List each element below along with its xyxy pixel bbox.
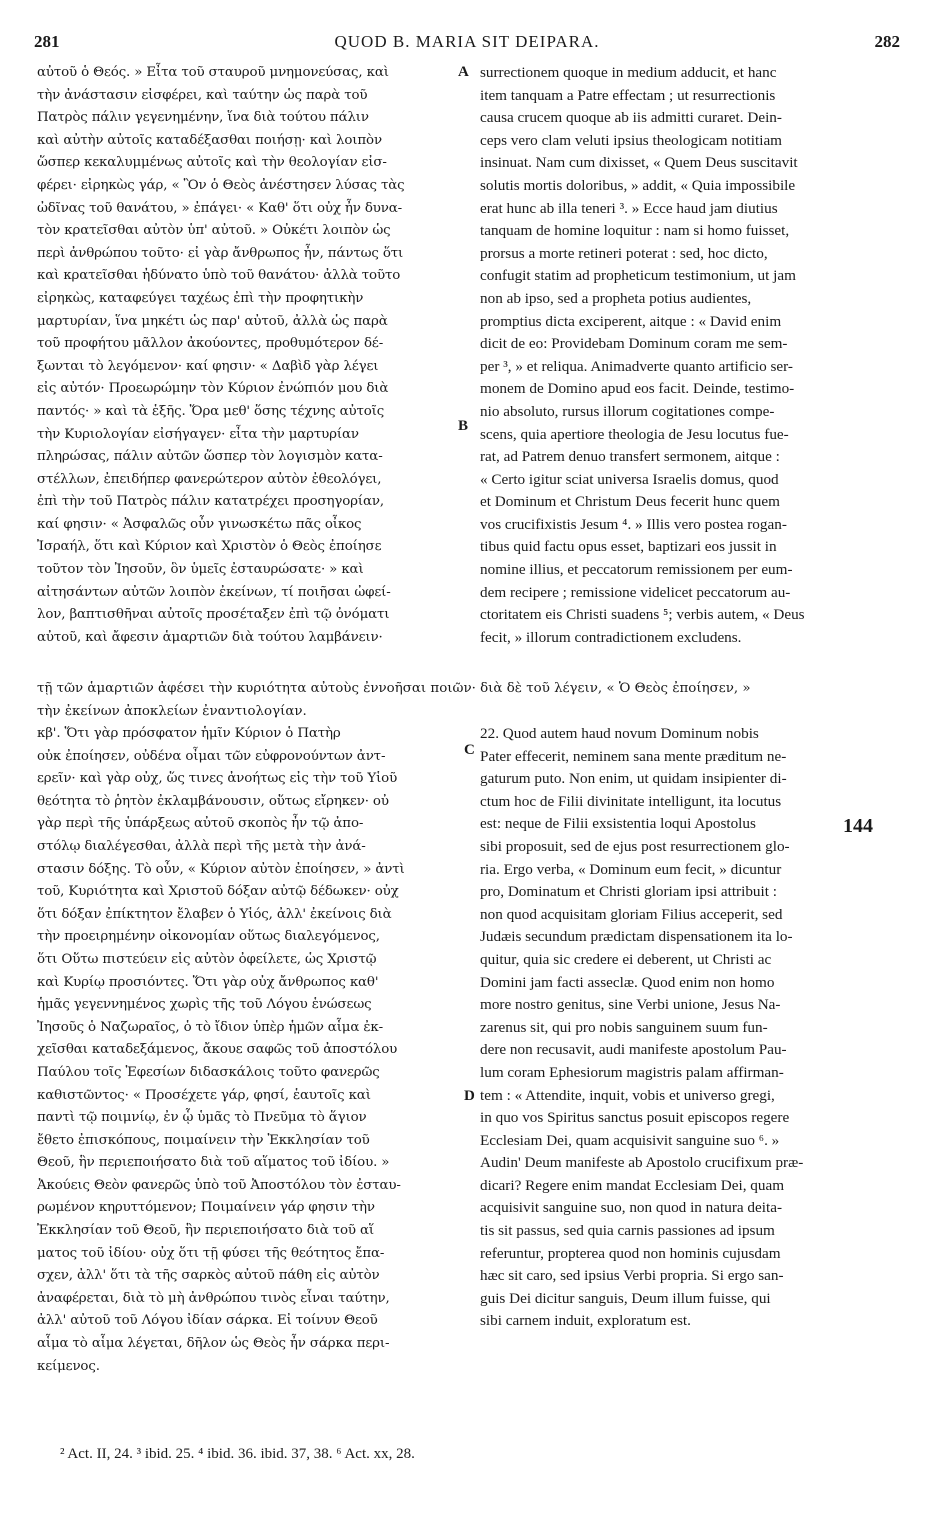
latin-text-line: quitur, quia sic credere ei deberent, ut Christi ac [480, 950, 772, 968]
greek-text-line: αἰτησάντων αὐτῶν λοιπὸν ἐκείνων, τί ποιῆσαι ὠφεί- [37, 584, 391, 600]
latin-text-line: dicit de eo: Providebam Dominum coram me sem- [480, 335, 788, 353]
latin-text-line: rat, ad Patrem denuo transfert sermonem, aitque : [480, 448, 780, 466]
latin-text-line: Domini jam facti asseclæ. Quod enim non homo [480, 973, 775, 991]
greek-text-line: στασιν δόξης. Τὸ οὖν, « Κύριον αὐτὸν ἐποίησεν, » ἀντὶ [37, 861, 405, 877]
latin-text-line: « Certo igitur sciat universa Israelis domus, quod [480, 470, 779, 488]
latin-text-line: lum coram Ephesiorum magistris palam affirman- [480, 1063, 784, 1081]
latin-column-top [480, 62, 892, 649]
latin-text-line: vos crucifixistis Jesum ⁴. » Illis vero postea rogan- [480, 515, 787, 533]
latin-text-line: non ab ipso, sed a propheta potius audientes, [480, 289, 752, 307]
greek-text-line: ἀναφέρεται, διὰ τὸ μὴ ἀνθρώπου τινὸς εἶναι ταύτην, [37, 1290, 390, 1306]
greek-text-line: τοῦτον τὸν Ἰησοῦν, ὃν ὑμεῖς ἐσταυρώσατε· » καὶ [37, 562, 364, 578]
latin-text-line: 22. Quod autem haud novum Dominum nobis [480, 725, 759, 742]
greek-text-line: καὶ Κυρίῳ προσιόντες. Ὅτι γὰρ οὐχ ἄνθρωπος καθ' [37, 974, 379, 990]
latin-text-line: monem de Domino apud eos facit. Deinde, testimo- [480, 380, 795, 398]
latin-text-line: more nostro genitus, sine Verbi unione, Jesus Na- [480, 996, 781, 1014]
latin-text-line: gaturum puto. Non enim, ut quidam insipienter di- [480, 770, 787, 788]
latin-text-line: ctoritatem eis Christi suadens ⁵; verbis autem, « Deus [480, 606, 805, 624]
latin-text-line: insinuat. Nam cum dixisset, « Quem Deus suscitavit [480, 154, 798, 172]
latin-text-line: est: neque de Filii exsistentia loqui Apostolus [480, 815, 756, 833]
greek-text-line: εἰρηκὼς, καταφεύγει ταχέως ἐπὶ τὴν προφητικὴν [37, 290, 364, 306]
latin-text-line: Ecclesiam Dei, quam acquisivit sanguine suo ⁶. » [480, 1131, 780, 1149]
greek-column-top [37, 62, 459, 649]
greek-text-line: ὅτι Οὕτω πιστεύειν εἰς αὐτὸν ὀφείλετε, ὡς Χριστῷ [37, 951, 377, 967]
greek-text-line: τῇ τῶν ἁμαρτιῶν ἀφέσει τὴν κυριότητα αὐτοὺς ἐννοῆσαι ποιῶν· διὰ δὲ τοῦ λέγειν, « Ὁ Θεὸς ἐποίησεν, » [37, 681, 751, 696]
greek-text-line: μαρτυρίαν, ἵνα μηκέτι ὡς παρ' αὐτοῦ, ἀλλὰ ὡς παρὰ [37, 313, 388, 329]
latin-text-line: scens, quia apertiore theologia de Jesu locutus fue- [480, 425, 789, 443]
latin-text-line: sibi carnem induit, exploratum est. [480, 1312, 691, 1330]
greek-text-line: ματος τοῦ ἰδίου· οὐχ ὅτι τῇ φύσει τῆς θεότητος ἔπα- [37, 1245, 385, 1261]
latin-text-line: ceps vero clam veluti ipsius theologicam notitiam [480, 131, 782, 149]
latin-column-bottom [480, 723, 892, 1333]
greek-text-line: Ἐκκλησίαν τοῦ Θεοῦ, ἣν περιεποιήσατο διὰ τοῦ αἵ [37, 1223, 374, 1239]
greek-text-line: ἔθετο ἐπισκόπους, ποιμαίνειν τὴν Ἐκκλησίαν τοῦ [37, 1132, 370, 1148]
greek-text-line: τὴν Κυριολογίαν εἰσήγαγεν· εἶτα τὴν μαρτυρίαν [37, 426, 359, 442]
greek-text-line: παντός· » καὶ τὰ ἑξῆς. Ὅρα μεθ' ὅσης τέχνης αὐτοῖς [37, 403, 385, 419]
latin-text-line: guis Dei dicitur sanguis, Deum illum fuisse, qui [480, 1289, 771, 1307]
latin-text-line: dere non recusavit, audi manifeste apostolum Pau- [480, 1041, 787, 1059]
greek-text-line: τὴν προειρημένην οἰκονομίαν οὕτως διαλεγόμενος, [37, 929, 380, 945]
greek-text-line: χεῖσθαι καταδεξάμενος, ἄκουε σαφῶς τοῦ ἀποστόλου [37, 1042, 398, 1058]
greek-text-line: Πατρὸς πάλιν γεγενημένην, ἵνα διὰ τούτου πάλιν [37, 110, 369, 126]
greek-text-line: καθιστῶντος· « Προσέχετε γάρ, φησί, ἑαυτοῖς καὶ [37, 1087, 371, 1103]
greek-text-line: κβ'. Ὅτι γὰρ πρόσφατον ἡμῖν Κύριον ὁ Πατὴρ [37, 726, 341, 741]
greek-text-line: ἡμᾶς γεγεννημένος χωρὶς τῆς τοῦ Λόγου ἑνώσεως [37, 997, 372, 1013]
greek-text-line: καὶ αὐτὴν αὐτοῖς καταδέξασθαι ποιήσῃ· καὶ λοιπὸν [37, 132, 382, 148]
greek-text-line: περὶ ἀνθρώπου τοῦτο· εἰ γὰρ ἄνθρωπος ἦν, πάντως ὅτι [37, 245, 404, 261]
right-page-number: 282 [874, 32, 900, 51]
greek-text-line: ἐπὶ τὴν τοῦ Πατρὸς πάλιν κατατρέχει προσηγορίαν, [37, 494, 384, 510]
running-header [34, 32, 900, 58]
latin-text-line: sibi proposuit, sed de ejus post resurrectionem glo- [480, 837, 790, 855]
greek-column-bottom [37, 723, 459, 1378]
greek-text-line: τὴν ἀνάστασιν εἰσφέρει, καὶ ταύτην ὡς παρὰ τοῦ [37, 87, 368, 103]
full-width-lines [37, 678, 907, 723]
greek-text-line: εἰς αὐτόν· Προεωρώμην τὸν Κύριον ἐνώπιόν μου διὰ [37, 381, 389, 397]
latin-text-line: zarenus sit, qui pro nobis sanguinem suum fun- [480, 1018, 768, 1036]
greek-text-line: σχεν, ἀλλ' ὅτι τὰ τῆς σαρκὸς αὐτοῦ πάθη εἰς αὐτὸν [37, 1268, 380, 1284]
greek-text-line: τοῦ προφήτου μᾶλλον ἀκούοντες, προθυμότερον δέ- [37, 336, 384, 352]
latin-text-line: in quo vos Spiritus sanctus posuit episcopos regere [480, 1109, 790, 1127]
latin-text-line: causa crucem quoque ab iis admitti curaret. Dein- [480, 109, 782, 127]
latin-text-line: tanquam de homine loquitur : nam si homo fuisset, [480, 222, 790, 240]
latin-text-line: dem recipere ; remissione videlicet peccatorum au- [480, 583, 791, 601]
latin-text-line: Judæis secundum prædictam dispensationem ita lo- [480, 928, 793, 946]
greek-text-line: ξωνται τὸ λεγόμενον· καί φησιν· « Δαβὶδ γὰρ λέγει [37, 358, 379, 374]
latin-text-line: nomine illius, et peccatorum remissionem per eum- [480, 561, 793, 579]
latin-text-line: tem : « Attendite, inquit, vobis et universo gregi, [480, 1086, 775, 1104]
latin-text-line: referuntur, propterea quod non hominis cujusdam [480, 1244, 781, 1262]
greek-text-line: καὶ κρατεῖσθαι ἠδύνατο ὑπὸ τοῦ θανάτου· ἀλλὰ τοῦτο [37, 268, 401, 284]
section-marker-c: C [464, 742, 475, 758]
greek-text-line: ερεῖν· καὶ γὰρ οὐχ, ὥς τινες ἀνοήτως εἰς τὴν τοῦ Υἱοῦ [37, 771, 398, 787]
greek-text-line: τοῦ, Κυριότητα καὶ Χριστοῦ δόξαν αὐτῷ δέδωκεν· οὐχ [37, 884, 399, 900]
latin-text-line: Pater effecerit, neminem sana mente præditum ne- [480, 747, 787, 765]
latin-text-line: tis sit passus, sed quia carnis passiones ad ipsum [480, 1222, 775, 1240]
greek-text-line: οὐκ ἐποίησεν, οὐδένα οἶμαι τῶν εὐφρονούντων ἀντ- [37, 748, 386, 764]
greek-text-line: καί φησιν· « Ἀσφαλῶς οὖν γινωσκέτω πᾶς οἶκος [37, 516, 362, 532]
greek-text-line: Ἰσραήλ, ὅτι καὶ Κύριον καὶ Χριστὸν ὁ Θεὸς ἐποίησε [37, 539, 382, 555]
latin-text-line: solutis mortis doloribus, » addit, « Quia impossibile [480, 176, 796, 194]
latin-text-line: nio absoluto, rursus illorum cogitationes compe- [480, 402, 775, 420]
greek-text-line: πληρώσας, πάλιν αὐτῶν ὥσπερ τὸν λογισμὸν κατα- [37, 449, 383, 465]
section-marker-b: B [458, 418, 469, 434]
left-page-number: 281 [34, 32, 60, 51]
greek-text-line: ἀλλ' αὐτοῦ τοῦ Λόγου ἰδίαν σάρκα. Εἰ τοίνυν Θεοῦ [37, 1313, 378, 1329]
greek-text-line: ρωμένον κηρυττόμενον; Ποιμαίνειν γάρ φησιν τὴν [37, 1200, 375, 1216]
latin-text-line: Audin' Deum manifeste ab Apostolo crucifixum præ- [480, 1154, 804, 1172]
greek-text-line: κείμενος. [37, 1358, 100, 1374]
latin-text-line: per ³, » et reliqua. Animadverte quanto artificio ser- [480, 357, 793, 375]
greek-text-line: φέρει· εἰρηκὼς γάρ, « Ὃν ὁ Θεὸς ἀνέστησεν λύσας τὰς [37, 177, 405, 193]
latin-text-line: hæc sit caro, sed ipsius Verbi propria. Si ergo san- [480, 1267, 784, 1285]
latin-text-line: acquisivit sanguine suo, non quod in natura deita- [480, 1199, 782, 1217]
greek-text-line: στόλῳ διαλέγεσθαι, ἀλλὰ περὶ τῆς μετὰ τὴν ἀνά- [37, 838, 366, 854]
greek-text-line: γὰρ περὶ τῆς ὑπάρξεως αὐτοῦ σκοπὸς ἦν τῷ ἀπο- [37, 816, 364, 832]
greek-text-line: αὐτοῦ, καὶ ἄφεσιν ἁμαρτιῶν διὰ τούτου λαμβάνειν· [37, 629, 383, 645]
greek-text-line: λον, βαπτισθῆναι αὐτοῖς προσέταξεν ἐπὶ τῷ ὀνόματι [37, 607, 390, 623]
latin-text-line: dicari? Regere enim mandat Ecclesiam Dei, quam [480, 1176, 785, 1194]
latin-text-line: ria. Ergo verba, « Dominum eum fecit, » dicuntur [480, 860, 782, 878]
latin-text-line: tibus quid factu opus esset, baptizari eos jussit in [480, 538, 777, 556]
latin-text-line: surrectionem quoque in medium adducit, et hanc [480, 64, 777, 81]
latin-text-line: non quod acquisitam gloriam Filius acceperit, sed [480, 905, 783, 923]
latin-text-line: item tanquam a Patre effectam ; ut resurrectionis [480, 86, 776, 104]
greek-text-line: αὐτοῦ ὁ Θεός. » Εἶτα τοῦ σταυροῦ μνημονεύσας, καὶ [37, 65, 389, 80]
latin-text-line: erat hunc ab illa teneri ³. » Ecce haud jam diutius [480, 199, 778, 217]
margin-page-number: 144 [843, 815, 873, 837]
greek-text-line: ὥσπερ κεκαλυμμένως αὐτοῖς καὶ τὴν θεολογίαν εἰσ- [37, 155, 387, 171]
latin-text-line: confugit statim ad propheticum testimonium, ut jam [480, 267, 796, 285]
greek-text-line: Ἀκούεις Θεὸν φανερῶς ὑπὸ τοῦ Ἀποστόλου τὸν ἐσταυ- [37, 1177, 401, 1193]
latin-text-line: prorsus a morte retineri poterat : sed, hoc dicto, [480, 244, 768, 262]
section-marker-d: D [464, 1088, 475, 1104]
greek-text-line: Ἰησοῦς ὁ Ναζωραῖος, ὁ τὸ ἴδιον ὑπὲρ ἡμῶν αἷμα ἐκ- [37, 1019, 383, 1035]
greek-text-line: τὴν ἐκείνων ἀποκλείων ἐναντιολογίαν. [37, 703, 307, 719]
greek-text-line: στέλλων, ἐπειδήπερ φανερώτερον αὐτὸν ἐθεολόγει, [37, 471, 382, 487]
greek-text-line: τὸν κρατεῖσθαι αὐτὸν ὑπ' αὐτοῦ. » Οὐκέτι λοιπὸν ὡς [37, 223, 391, 239]
latin-text-line: et Dominum et Christum Deus fecerit hunc quem [480, 493, 780, 511]
section-marker-a: A [458, 64, 469, 80]
latin-text-line: pro, Dominatum et Christi gloriam ipsi attribuit : [480, 883, 777, 901]
footnotes: ² Act. II, 24. ³ ibid. 25. ⁴ ibid. 36. ibid. 37, 38. ⁶ Act. xx, 28. [60, 1446, 415, 1462]
running-title: QUOD B. MARIA SIT DEIPARA. [334, 32, 600, 51]
greek-text-line: αἷμα τὸ αἷμα λέγεται, δῆλον ὡς Θεὸς ἦν σάρκα περι- [37, 1336, 390, 1352]
greek-text-line: Παύλου τοῖς Ἐφεσίων διδασκάλοις τοῦτο φανερῶς [37, 1064, 380, 1080]
greek-text-line: θεότητα τὸ ῥητὸν ἐκλαμβάνουσιν, οὕτως εἴρηκεν· οὐ [37, 793, 389, 809]
latin-text-line: ctum hoc de Filii divinitate intelligunt, ita locutus [480, 792, 782, 810]
greek-text-line: παντὶ τῷ ποιμνίῳ, ἐν ᾧ ὑμᾶς τὸ Πνεῦμα τὸ ἅγιον [37, 1110, 367, 1126]
greek-text-line: ὠδῖνας τοῦ θανάτου, » ἐπάγει· « Καθ' ὅτι οὐχ ἦν δυνα- [37, 200, 403, 216]
latin-text-line: fecit, » illorum contradictionem excludens. [480, 628, 742, 646]
greek-text-line: ὅτι δόξαν ἐπίκτητον ἔλαβεν ὁ Υἱός, ἀλλ' ἐκείνοις διὰ [37, 906, 392, 922]
greek-text-line: Θεοῦ, ἣν περιεποιήσατο διὰ τοῦ αἵματος τοῦ ἰδίου. » [37, 1155, 390, 1171]
latin-text-line: promptius dicta exciperent, aitque : « David enim [480, 312, 782, 330]
